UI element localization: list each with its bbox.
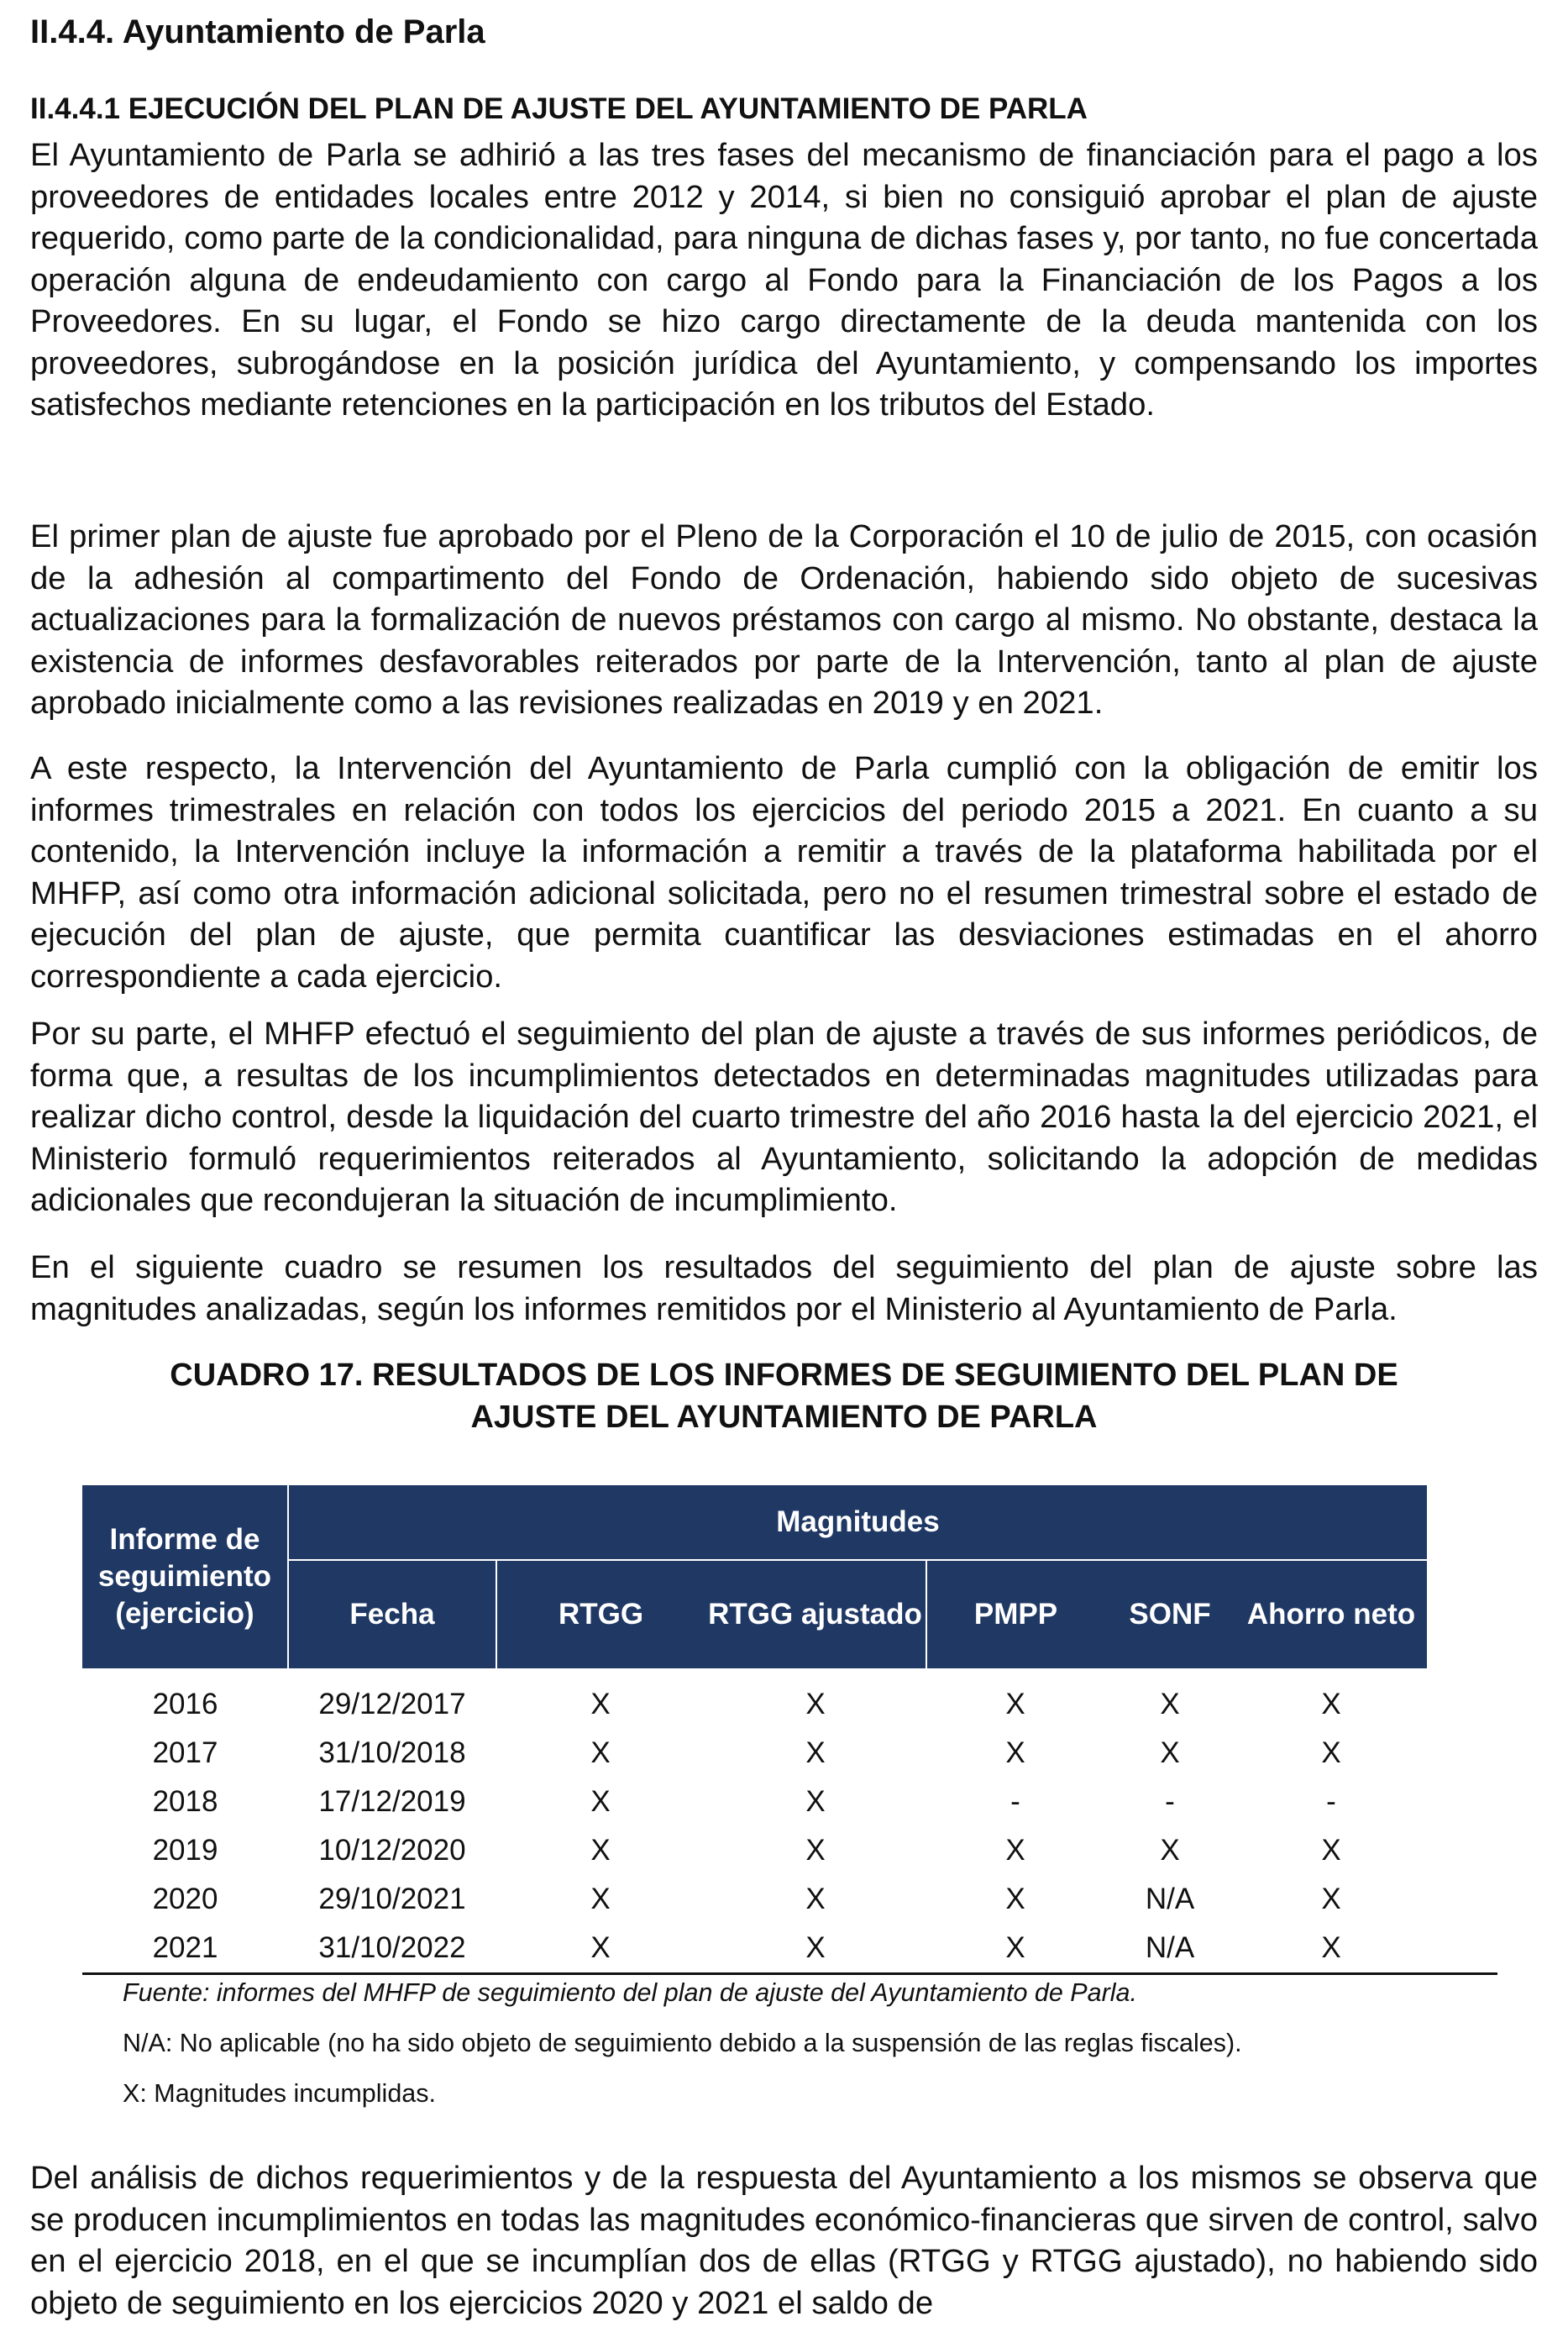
table-title <box>30 1354 1538 1438</box>
table-title-line-1: CUADRO 17. RESULTADOS DE LOS INFORMES DE SEGUIMIENTO DEL PLAN DE <box>170 1358 1398 1393</box>
table-row <box>82 1668 1497 1729</box>
cell-fecha: 29/12/2017 <box>318 1688 466 1720</box>
cell-rtgg-ajustado: X <box>805 1736 826 1769</box>
table-row <box>82 1826 1497 1875</box>
cell-fecha: 31/10/2022 <box>288 1924 496 1974</box>
cell-rtgg: X <box>590 1785 611 1818</box>
paragraph-5: En el siguiente cuadro se resumen los resultados del seguimiento del plan de ajuste sobre las magnitudes analizadas, según los informes remitidos por el Ministerio al Ayuntamiento de Parla. <box>30 1249 1538 1327</box>
header-fecha: Fecha <box>288 1560 496 1668</box>
cell-ahorro-neto: X <box>1321 1736 1341 1769</box>
cell-ahorro-neto: X <box>1321 1834 1341 1867</box>
cell-rtgg-ajustado: X <box>805 1883 826 1915</box>
cell-fecha: 17/12/2019 <box>318 1785 466 1818</box>
cell-sonf: N/A <box>1145 1883 1195 1915</box>
cell-ahorro-neto: X <box>1321 1688 1341 1720</box>
cell-rtgg-ajustado: X <box>805 1834 826 1867</box>
cell-ejercicio: 2018 <box>152 1785 218 1818</box>
cell-sonf: X <box>1160 1834 1180 1867</box>
cell-ahorro-neto: - <box>1326 1785 1336 1818</box>
table-row <box>82 1924 1497 1974</box>
cell-pmpp: X <box>926 1924 1104 1974</box>
header-informe: Informe de seguimiento (ejercicio) <box>82 1485 288 1668</box>
cell-fecha: 10/12/2020 <box>318 1834 466 1867</box>
cell-ahorro-neto: X <box>1321 1883 1341 1915</box>
cell-pmpp: X <box>1005 1736 1025 1769</box>
header-sonf: SONF <box>1104 1560 1235 1668</box>
cell-rtgg: X <box>590 1688 611 1720</box>
subsection-heading: II.4.4.1 EJECUCIÓN DEL PLAN DE AJUSTE DEL AYUNTAMIENTO DE PARLA <box>30 92 1088 125</box>
cell-rtgg: X <box>496 1924 705 1974</box>
cell-ejercicio: 2017 <box>152 1736 218 1769</box>
cell-sonf: N/A <box>1104 1924 1235 1974</box>
results-table <box>82 1485 1497 1975</box>
paragraph-2: El primer plan de ajuste fue aprobado por el Pleno de la Corporación el 10 de julio de 2015, con ocasión de la adhesión al compartimento del Fondo de Ordenación, habiendo sido objeto de sucesivas actualizaciones para la formalización de nuevos préstamos con cargo al mismo. No obstante, destaca la existencia de informes desfavorables reiterados por parte de la Intervención, tanto al plan de ajuste aprobado inicialmente como a las revisiones realizadas en 2019 y en 2021. <box>30 518 1538 721</box>
table-source: Fuente: informes del MHFP de seguimiento del plan de ajuste del Ayuntamiento de Parla. <box>123 1978 1137 2007</box>
section-heading: II.4.4. Ayuntamiento de Parla <box>30 13 485 50</box>
cell-fecha: 29/10/2021 <box>318 1883 466 1915</box>
table-row <box>82 1875 1497 1924</box>
cell-rtgg-ajustado: X <box>805 1688 826 1720</box>
paragraph-6: Del análisis de dichos requerimientos y de la respuesta del Ayuntamiento a los mismos se observa que se producen incumplimientos en todas las magnitudes económico-financieras que sirven de control, salvo en el ejercicio 2018, en el que se incumplían dos de ellas (RTGG y RTGG ajustado), no habiendo sido objeto de seguimiento en los ejercicios 2020 y 2021 el saldo de <box>30 2160 1538 2321</box>
table-note-na: N/A: No aplicable (no ha sido objeto de seguimiento debido a la suspensión de las reglas fiscales). <box>123 2029 1242 2057</box>
cell-sonf: X <box>1160 1736 1180 1769</box>
table-title-line-2: AJUSTE DEL AYUNTAMIENTO DE PARLA <box>470 1400 1098 1435</box>
cell-ejercicio: 2016 <box>152 1688 218 1720</box>
table-row <box>82 1729 1497 1778</box>
cell-sonf: - <box>1165 1785 1175 1818</box>
table-note-x: X: Magnitudes incumplidas. <box>123 2079 436 2108</box>
table-row <box>82 1778 1497 1826</box>
header-rtgg-ajustado: RTGG ajustado <box>705 1560 926 1668</box>
cell-ejercicio: 2020 <box>152 1883 218 1915</box>
paragraph-4: Por su parte, el MHFP efectuó el seguimiento del plan de ajuste a través de sus informes periódicos, de forma que, a resultas de los incumplimientos detectados en determinadas magnitudes utilizadas para realizar dicho control, desde la liquidación del cuarto trimestre del año 2016 hasta la del ejercicio 2021, el Ministerio formuló requerimientos reiterados al Ayuntamiento, solicitando la adopción de medidas adicionales que recondujeran la situación de incumplimiento. <box>30 1016 1538 1218</box>
cell-ejercicio: 2019 <box>152 1834 218 1867</box>
cell-rtgg-ajustado: X <box>705 1924 926 1974</box>
header-magnitudes: Magnitudes <box>288 1485 1427 1560</box>
cell-fecha: 31/10/2018 <box>318 1736 466 1769</box>
cell-pmpp: - <box>1010 1785 1020 1818</box>
cell-sonf: X <box>1160 1688 1180 1720</box>
header-ahorro-neto: Ahorro neto <box>1235 1560 1427 1668</box>
header-pmpp: PMPP <box>926 1560 1104 1668</box>
cell-rtgg: X <box>590 1736 611 1769</box>
cell-pmpp: X <box>1005 1688 1025 1720</box>
cell-pmpp: X <box>1005 1883 1025 1915</box>
paragraph-1: El Ayuntamiento de Parla se adhirió a las tres fases del mecanismo de financiación para el pago a los proveedores de entidades locales entre 2012 y 2014, si bien no consiguió aprobar el plan de ajuste requerido, como parte de la condicionalidad, para ninguna de dichas fases y, por tanto, no fue concertada operación alguna de endeudamiento con cargo al Fondo para la Financiación de los Pagos a los Proveedores. En su lugar, el Fondo se hizo cargo directamente de la deuda mantenida con los proveedores, subrogándose en la posición jurídica del Ayuntamiento, y compensando los importes satisfechos mediante retenciones en la participación en los tributos del Estado. <box>30 137 1538 423</box>
cell-ahorro-neto: X <box>1235 1924 1427 1974</box>
cell-rtgg-ajustado: X <box>805 1785 826 1818</box>
header-rtgg: RTGG <box>496 1560 705 1668</box>
cell-ejercicio: 2021 <box>82 1924 288 1974</box>
paragraph-3: A este respecto, la Intervención del Ayuntamiento de Parla cumplió con la obligación de emitir los informes trimestrales en relación con todos los ejercicios del periodo 2015 a 2021. En cuanto a su contenido, la Intervención incluye la información a remitir a través de la plataforma habilitada por el MHFP, así como otra información adicional solicitada, pero no el resumen trimestral sobre el estado de ejecución del plan de ajuste, que permita cuantificar las desviaciones estimadas en el ahorro correspondiente a cada ejercicio. <box>30 750 1538 995</box>
cell-pmpp: X <box>1005 1834 1025 1867</box>
cell-rtgg: X <box>590 1834 611 1867</box>
cell-rtgg: X <box>590 1883 611 1915</box>
